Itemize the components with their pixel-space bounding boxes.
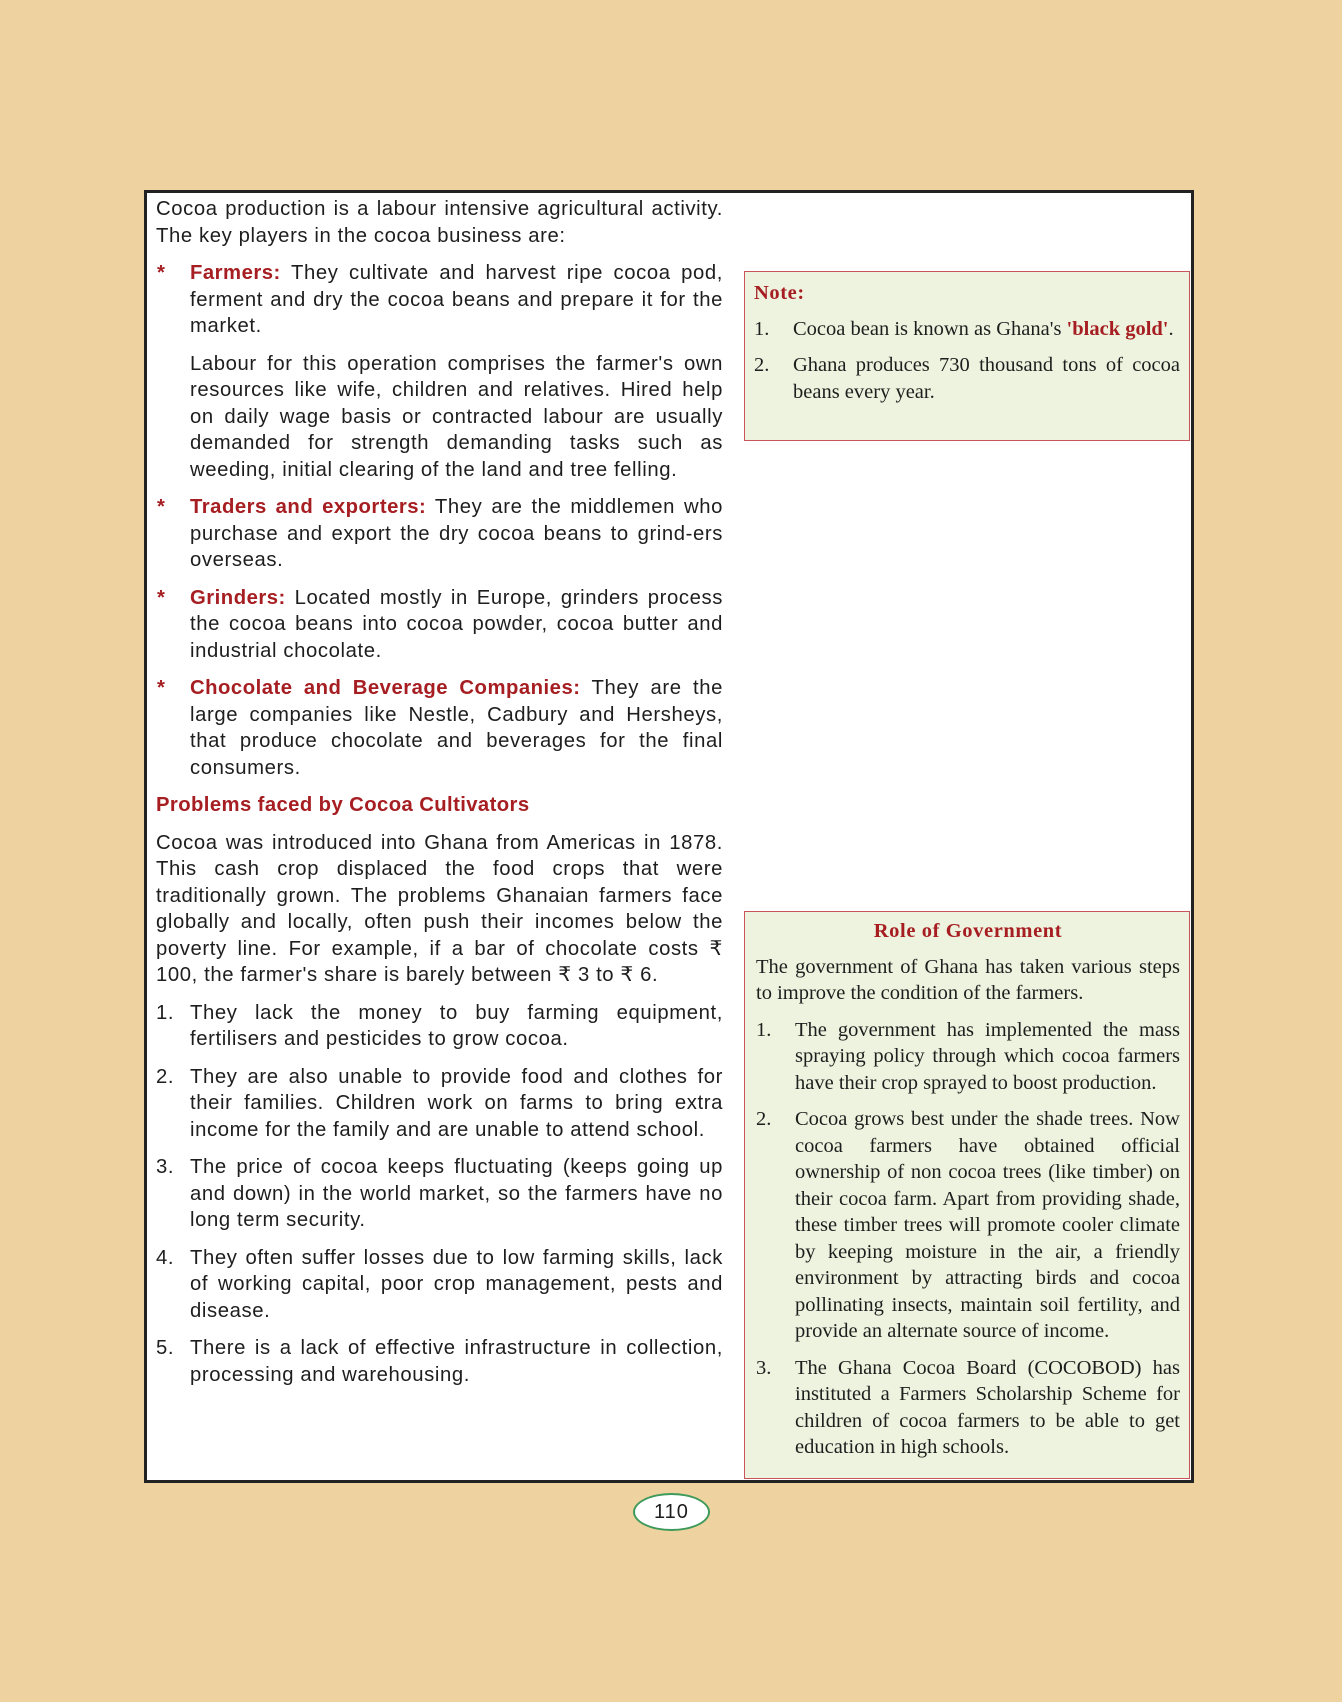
- role-item: [756, 1017, 1180, 1097]
- problem-item: [156, 1154, 723, 1234]
- player-term: Farmers:: [190, 262, 281, 284]
- player-text: They cultivate and harvest ripe cocoa pod, ferment and dry the cocoa beans and prepare it for the market.: [190, 262, 723, 337]
- problem-item: [156, 1000, 723, 1053]
- player-traders: [156, 494, 723, 574]
- player-term: Grinders:: [190, 586, 286, 609]
- role-title: Role of Government: [873, 920, 1063, 942]
- note-text: Ghana produces 730 thousand tons of cocoa beans every year.: [793, 354, 1180, 403]
- role-number: 1.: [756, 1018, 772, 1041]
- problem-number: 5.: [156, 1337, 175, 1359]
- problem-number: 1.: [156, 1001, 175, 1024]
- player-text: They are the middlemen who purchase and export the dry cocoa beans to grind-ers overseas.: [190, 496, 723, 571]
- main-column: [156, 196, 723, 1399]
- problem-text: The price of cocoa keeps fluctuating (keeps going up and down) in the world market, so the farmers have no long term security.: [190, 1156, 723, 1231]
- problem-item: [156, 1064, 723, 1144]
- note-item: [754, 316, 1180, 343]
- page-frame: [144, 190, 1194, 1483]
- bullet-star: *: [157, 496, 166, 518]
- player-text: They are the large companies like Nestle, Cadbury and Hersheys, that produce chocolate and beverages for the final consumers.: [190, 677, 723, 779]
- bullet-star: *: [157, 586, 166, 609]
- problems-intro: Cocoa was introduced into Ghana from Americas in 1878. This cash crop displaced the food crops that were traditionally grown. The problems Ghanaian farmers face globally and locally, often push their incomes below the poverty line. For example, if a bar of chocolate costs ₹ 100, the farmer's share is barely between ₹ 3 to ₹ 6.: [156, 831, 723, 986]
- player-extra: Labour for this operation comprises the farmer's own resources like wife, children and relatives. Hired help on daily wage basis or contracted labour are usually demanded for strength demanding tasks such as weeding, initial clearing of the land and tree felling.: [190, 352, 723, 481]
- problems-heading: Problems faced by Cocoa Cultivators: [156, 794, 530, 816]
- note-number: 1.: [754, 317, 770, 340]
- role-number: 2.: [756, 1108, 772, 1130]
- note-text-end: .: [1168, 317, 1174, 340]
- note-number: 2.: [754, 354, 770, 376]
- problem-text: They often suffer losses due to low farming skills, lack of working capital, poor crop management, pests and disease.: [190, 1246, 723, 1322]
- player-grinders: [156, 585, 723, 665]
- page-number: 110: [633, 1493, 710, 1531]
- player-paragraph: [190, 675, 723, 781]
- player-text: Located mostly in Europe, grinders process the cocoa beans into cocoa powder, cocoa butter and industrial chocolate.: [190, 586, 723, 662]
- problem-item: [156, 1335, 723, 1388]
- problem-number: 3.: [156, 1156, 175, 1178]
- role-number: 3.: [756, 1356, 772, 1379]
- note-highlight: 'black gold': [1066, 317, 1169, 340]
- intro-paragraph: Cocoa production is a labour intensive agricultural activity. The key players in the cocoa business are:: [156, 198, 723, 247]
- note-item: [754, 352, 1180, 405]
- problem-item: [156, 1245, 723, 1325]
- note-text: Cocoa bean is known as Ghana's: [793, 317, 1067, 340]
- player-companies: [156, 675, 723, 781]
- problem-text: There is a lack of effective infrastructure in collection, processing and warehousing.: [190, 1337, 723, 1386]
- problem-text: They lack the money to buy farming equipment, fertilisers and pesticides to grow cocoa.: [190, 1001, 723, 1050]
- note-box: [744, 271, 1190, 441]
- player-paragraph: [190, 494, 723, 574]
- role-of-government-box: [744, 911, 1190, 1479]
- player-term: Chocolate and Beverage Companies:: [190, 677, 581, 699]
- player-farmers: [156, 260, 723, 483]
- role-text: The government has implemented the mass spraying policy through which cocoa farmers have their crop sprayed to boost production.: [795, 1018, 1180, 1094]
- bullet-star: *: [157, 262, 166, 284]
- note-title: Note:: [754, 282, 805, 304]
- role-text: Cocoa grows best under the shade trees. Now cocoa farmers have obtained official ownership of non cocoa trees (like timber) on their cocoa farm. Apart from providing shade, these timber trees will promote cooler climate by keeping moisture in the air, a friendly environment by attracting birds and cocoa pollinating insects, maintain soil fertility, and provide an alternate source of income.: [795, 1108, 1180, 1342]
- player-term: Traders and exporters:: [190, 496, 427, 518]
- problem-number: 2.: [156, 1065, 175, 1088]
- player-paragraph: [190, 260, 723, 340]
- problem-text: They are also unable to provide food and clothes for their families. Children work on farms to bring extra income for the family and are unable to attend school.: [190, 1065, 723, 1141]
- role-text: The Ghana Cocoa Board (COCOBOD) has instituted a Farmers Scholarship Scheme for children of cocoa farmers to be able to get education in high schools.: [795, 1356, 1180, 1458]
- bullet-star: *: [157, 677, 166, 699]
- player-paragraph: [190, 585, 723, 665]
- role-item: [756, 1355, 1180, 1461]
- role-intro: The government of Ghana has taken various steps to improve the condition of the farmers.: [756, 955, 1180, 1004]
- problem-number: 4.: [156, 1246, 175, 1269]
- role-item: [756, 1106, 1180, 1345]
